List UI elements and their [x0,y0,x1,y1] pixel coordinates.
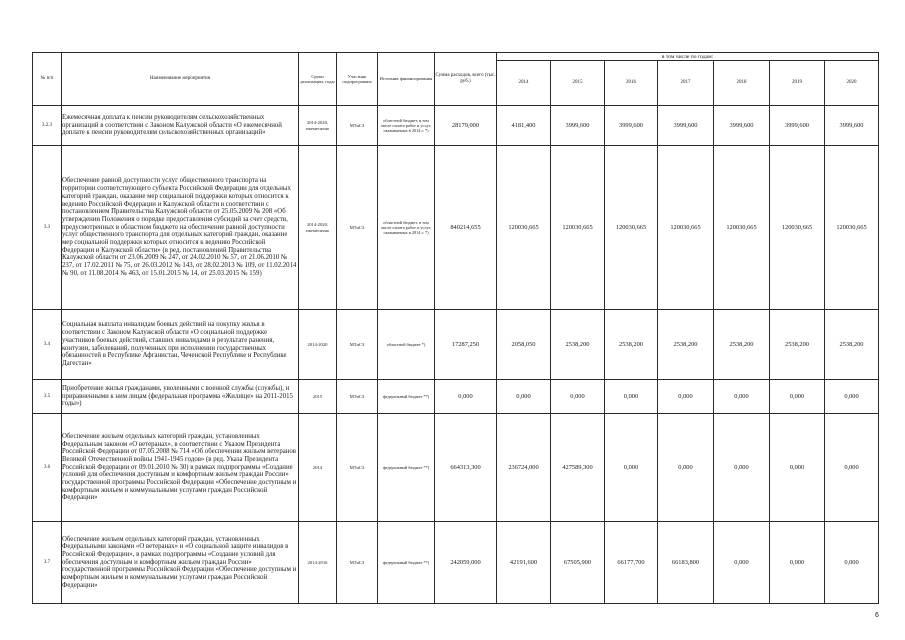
row-source: областной бюджет *) [378,310,435,380]
row-value: 0,000 [551,380,605,414]
row-number: 3.5 [33,380,62,414]
row-number: 3.7 [33,522,62,604]
row-participant: МТиСЗ [337,414,378,522]
row-value: 120030,665 [770,146,825,310]
table-row [33,310,879,380]
header-period: Сроки реализации, годы [299,53,337,106]
row-value: 2538,200 [551,310,605,380]
header-total: Сумма расходов, всего (тыс. руб.) [435,53,497,106]
row-value: 3999,600 [714,106,770,146]
header-name: Наименование мероприятия [62,53,299,106]
row-participant: МТиСЗ [337,106,378,146]
row-value: 0,000 [825,414,879,522]
header-source: Источник финансирования [378,53,435,106]
row-value: 66177,700 [605,522,658,604]
row-period: 2014-2020, ежемесячно [299,106,337,146]
header-year: 2014 [497,61,551,106]
row-value: 427589,300 [551,414,605,522]
row-period: 2014-2020, ежемесячно [299,146,337,310]
header-year: 2018 [714,61,770,106]
row-total: 17287,250 [435,310,497,380]
row-participant: МТиСЗ [337,310,378,380]
row-value: 0,000 [605,414,658,522]
row-value: 0,000 [714,522,770,604]
row-period: 2015 [299,380,337,414]
activity-name: Обеспечение жильем отдельных категорий граждан, установленных Федеральным законом «О ветеранах», в соответствии с Указом Президента Российской Федерации от 07.05.2008 № 714 «Об обеспечении жильем ветеранов Великой Отечественной войны 1941-1945 годов» (в ред. Указа Президента Российской Федерации от 09.01.2010 № 30) в рамках подпрограммы «Создание условий для обеспечения доступным и комфортным жильем граждан России» государственной программы Российской Федерации «Обеспечение доступным и комфортным жильем и коммунальными услугами граждан Российской Федерации» [62,414,299,522]
row-value: 2538,200 [770,310,825,380]
row-value: 120030,665 [825,146,879,310]
header-year: 2017 [658,61,714,106]
header-participant: Участник подпрограммы [337,53,378,106]
row-value: 4181,400 [497,106,551,146]
row-period: 2014-2016 [299,522,337,604]
row-number: 3.2.3 [33,106,62,146]
row-value: 3999,600 [770,106,825,146]
row-period: 2014-2020 [299,310,337,380]
page-number: 6 [875,612,879,619]
row-participant: МТиСЗ [337,146,378,310]
header-year: 2015 [551,61,605,106]
row-source: областной бюджет, в том числе оплата работ и услуг, оказываемых в 2014 г. *) [378,106,435,146]
header-year: 2020 [825,61,879,106]
row-total: 242059,000 [435,522,497,604]
table-row [33,146,879,310]
table-row [33,106,879,146]
row-participant: МТиСЗ [337,522,378,604]
row-value: 3999,600 [658,106,714,146]
row-value: 42191,600 [497,522,551,604]
row-value: 236724,000 [497,414,551,522]
table-row [33,380,879,414]
row-source: федеральный бюджет **) [378,380,435,414]
header-no: № п/п [33,53,62,106]
activity-name: Социальная выплата инвалидам боевых действий на покупку жилья в соответствии с Законом Калужской области «О социальной поддержке участников боевых действий, ставших инвалидами в результате ранения, контузии, заболеваний, полученных при исполнении государственных обязанностей в Республике Афганистан, Чеченской Республике и Республике Дагестан» [62,310,299,380]
row-source: областной бюджет, в том числе оплата работ и услуг, оказываемых в 2014 г. *) [378,146,435,310]
activity-name: Обеспечение жильем отдельных категорий граждан, установленных Федеральными законами «О ветеранах» и «О социальной защите инвалидов в Российской Федерации», в рамках подпрограммы «Создание условий для обеспечения доступным и комфортным жильем граждан России» государственной программы Российской Федерации «Обеспечение доступным и комфортным жильем и коммунальными услугами граждан Российской Федерации» [62,522,299,604]
row-value: 120030,665 [658,146,714,310]
row-value: 2538,200 [825,310,879,380]
row-source: федеральный бюджет **) [378,414,435,522]
row-value: 0,000 [825,522,879,604]
row-value: 0,000 [605,380,658,414]
row-number: 3.3 [33,146,62,310]
table-row [33,522,879,604]
row-total: 28179,000 [435,106,497,146]
row-number: 3.4 [33,310,62,380]
header-years-group: в том числе по годам: [497,53,879,61]
header-year: 2016 [605,61,658,106]
table-row [33,414,879,522]
row-value: 0,000 [497,380,551,414]
row-value: 0,000 [658,380,714,414]
activity-name: Приобретение жилья гражданами, уволенными с военной службы (службы), и приравненными к ним лицам (федеральная программа «Жилище» на 2011-2015 годы») [62,380,299,414]
row-value: 120030,665 [605,146,658,310]
row-value: 120030,665 [551,146,605,310]
row-value: 3999,600 [551,106,605,146]
row-value: 66183,800 [658,522,714,604]
row-value: 0,000 [770,522,825,604]
row-period: 2014 [299,414,337,522]
row-value: 2538,200 [714,310,770,380]
row-value: 0,000 [770,414,825,522]
row-value: 2538,200 [658,310,714,380]
row-value: 3999,600 [825,106,879,146]
row-number: 3.6 [33,414,62,522]
row-value: 0,000 [714,414,770,522]
row-source: федеральный бюджет **) [378,522,435,604]
header-year: 2019 [770,61,825,106]
activity-name: Ежемесячная доплата к пенсии руководителям сельскохозяйственных организаций в соответствии с Законом Калужской области «О ежемесячной доплате к пенсии руководителям сельскохозяйственных организаций» [62,106,299,146]
row-participant: МТиСЗ [337,380,378,414]
activity-name: Обеспечение равной доступности услуг общественного транспорта на территории соответствующего субъекта Российской Федерации для отдельных категорий граждан, оказание мер социальной поддержки которых относится к ведению Российской Федерации и Калужской области в соответствии с постановлением Правительства Калужской области от 25.05.2009 № 208 «Об утверждении Положения о порядке предоставления субсидий за счет средств, предусмотренных в областном бюджете на обеспечение равной доступности услуг общественного транспорта для отдельных категорий граждан, оказание мер социальной поддержки которых относится к ведению Российской Федерации и Калужской области» (в ред. постановлений Правительства Калужской области от 23.06.2009 № 247, от 24.02.2010 № 57, от 21.06.2010 № 237, от 17.02.2011 № 75, от 26.03.2012 № 143, от 28.02.2013 № 109, от 11.02.2014 № 90, от 11.08.2014 № 463, от 15.01.2015 № 14, от 25.03.2015 № 159) [62,146,299,310]
row-value: 0,000 [714,380,770,414]
row-value: 2538,200 [605,310,658,380]
row-value: 120030,665 [497,146,551,310]
row-value: 3999,600 [605,106,658,146]
row-value: 67505,900 [551,522,605,604]
row-value: 0,000 [658,414,714,522]
row-total: 664313,300 [435,414,497,522]
row-value: 120030,665 [714,146,770,310]
row-value: 0,000 [770,380,825,414]
row-value: 0,000 [825,380,879,414]
row-value: 2058,050 [497,310,551,380]
row-total: 0,000 [435,380,497,414]
program-activities-table [32,52,879,604]
row-total: 840214,655 [435,146,497,310]
